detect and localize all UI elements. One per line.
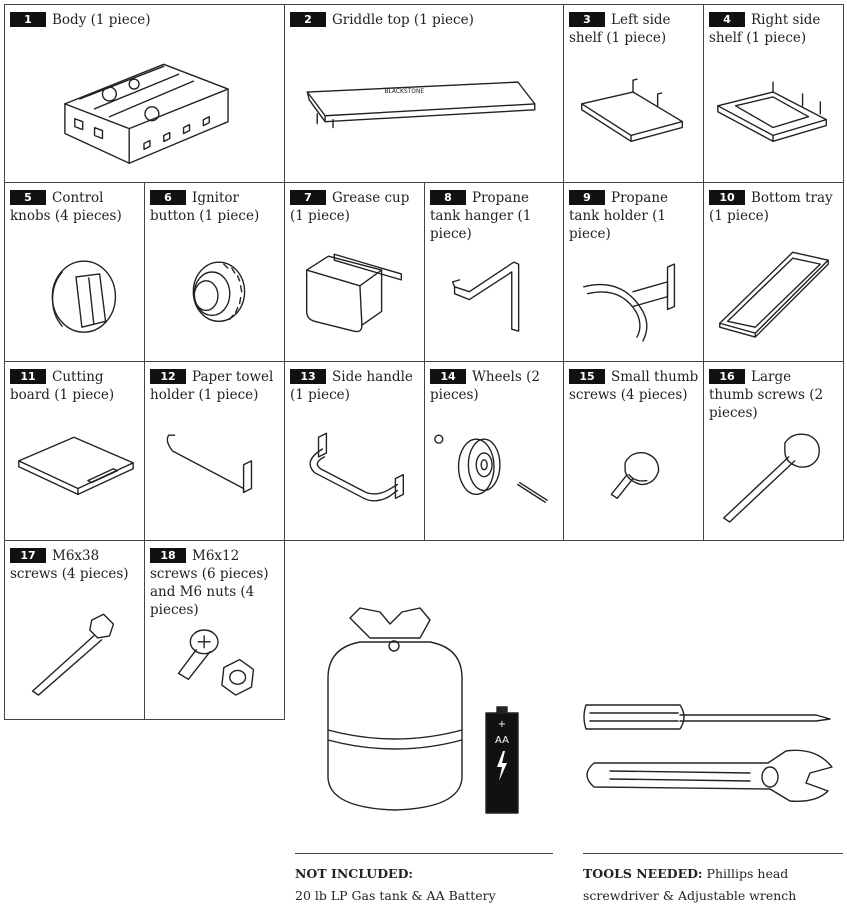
part-number: 12 [150, 369, 186, 384]
part-cell-8 [424, 182, 564, 362]
svg-text:+: + [497, 719, 507, 730]
battery-illustration [482, 705, 522, 815]
part-number: 11 [10, 369, 46, 384]
part-number: 13 [290, 369, 326, 384]
part-cell-5 [4, 182, 145, 362]
part-cell-16 [703, 361, 844, 541]
grease-cup-illustration [285, 183, 424, 361]
part-number: 14 [430, 369, 466, 384]
cutting-board-illustration [5, 362, 144, 540]
part-label: Bottom tray (1 piece) [709, 190, 833, 224]
part-label: Griddle top (1 piece) [332, 12, 474, 28]
part-number: 1 [10, 12, 46, 27]
part-cell-11 [4, 361, 145, 541]
wheel-illustration [425, 362, 563, 540]
part-cell-9 [563, 182, 704, 362]
part-number: 17 [10, 548, 46, 563]
part-label: Wheels (2 pieces) [430, 369, 540, 403]
part-label: M6x38 screws (4 pieces) [10, 548, 129, 582]
tools-needed-text: Phillips head screwdriver & Adjustable wrench [583, 866, 797, 903]
right-shelf-illustration [704, 5, 843, 182]
part-label: Propane tank holder (1 piece) [569, 190, 669, 242]
large-thumb-screw-illustration [704, 362, 843, 540]
tools-needed-divider [583, 853, 843, 854]
part-label: Left side shelf (1 piece) [569, 12, 671, 46]
part-label: Grease cup (1 piece) [290, 190, 410, 224]
part-number: 5 [10, 190, 46, 205]
part-cell-6 [144, 182, 285, 362]
part-number: 7 [290, 190, 326, 205]
part-cell-18 [144, 540, 285, 720]
part-cell-14 [424, 361, 564, 541]
side-handle-illustration [285, 362, 424, 540]
part-label: Right side shelf (1 piece) [709, 12, 821, 46]
part-number: 9 [569, 190, 605, 205]
control-knob-illustration [5, 183, 144, 361]
part-number: 16 [709, 369, 745, 384]
battery-label: AA [495, 735, 509, 746]
part-cell-2 [284, 4, 564, 183]
tools-needed-heading: TOOLS NEEDED: [583, 866, 703, 881]
part-cell-15 [563, 361, 704, 541]
part-number: 15 [569, 369, 605, 384]
part-number: 18 [150, 548, 186, 563]
part-label: Propane tank hanger (1 piece) [430, 190, 532, 242]
screwdriver-illustration [580, 695, 840, 740]
tank-holder-illustration [564, 183, 703, 361]
bottom-tray-illustration [704, 183, 843, 361]
part-label: M6x12 screws (6 pieces) and M6 nuts (4 pieces) [150, 548, 269, 618]
part-number: 6 [150, 190, 186, 205]
ignitor-button-illustration [145, 183, 284, 361]
wrench-illustration [580, 745, 840, 805]
part-number: 3 [569, 12, 605, 27]
paper-towel-holder-illustration [145, 362, 284, 540]
part-label: Ignitor button (1 piece) [150, 190, 260, 224]
not-included-text: 20 lb LP Gas tank & AA Battery [295, 888, 496, 903]
part-number: 2 [290, 12, 326, 27]
small-thumb-screw-illustration [564, 362, 703, 540]
part-cell-7 [284, 182, 425, 362]
part-cell-17 [4, 540, 145, 720]
left-shelf-illustration [564, 5, 703, 182]
tank-hanger-illustration [425, 183, 563, 361]
part-label: Body (1 piece) [52, 12, 151, 28]
griddle-top-illustration [285, 5, 563, 182]
part-label: Side handle (1 piece) [290, 369, 413, 403]
not-included-heading: NOT INCLUDED: [295, 866, 414, 881]
part-cell-12 [144, 361, 285, 541]
part-label: Small thumb screws (4 pieces) [569, 369, 699, 403]
part-cell-4 [703, 4, 844, 183]
part-label: Paper towel holder (1 piece) [150, 369, 274, 403]
part-label: Cutting board (1 piece) [10, 369, 115, 403]
part-cell-3 [563, 4, 704, 183]
part-cell-10 [703, 182, 844, 362]
part-number: 4 [709, 12, 745, 27]
brand-label: BLACKSTONE [384, 88, 425, 96]
part-cell-13 [284, 361, 425, 541]
part-number: 10 [709, 190, 745, 205]
not-included-section [295, 863, 553, 907]
m6x12-screw-and-nut-illustration [145, 541, 284, 719]
part-label: Large thumb screws (2 pieces) [709, 369, 824, 421]
part-label: Control knobs (4 pieces) [10, 190, 122, 224]
not-included-divider [295, 853, 553, 854]
part-number: 8 [430, 190, 466, 205]
propane-tank-illustration [320, 598, 470, 818]
tools-needed-section [583, 863, 845, 907]
m6x38-screw-illustration [5, 541, 144, 719]
part-cell-1 [4, 4, 285, 183]
griddle-body-illustration [5, 5, 284, 182]
